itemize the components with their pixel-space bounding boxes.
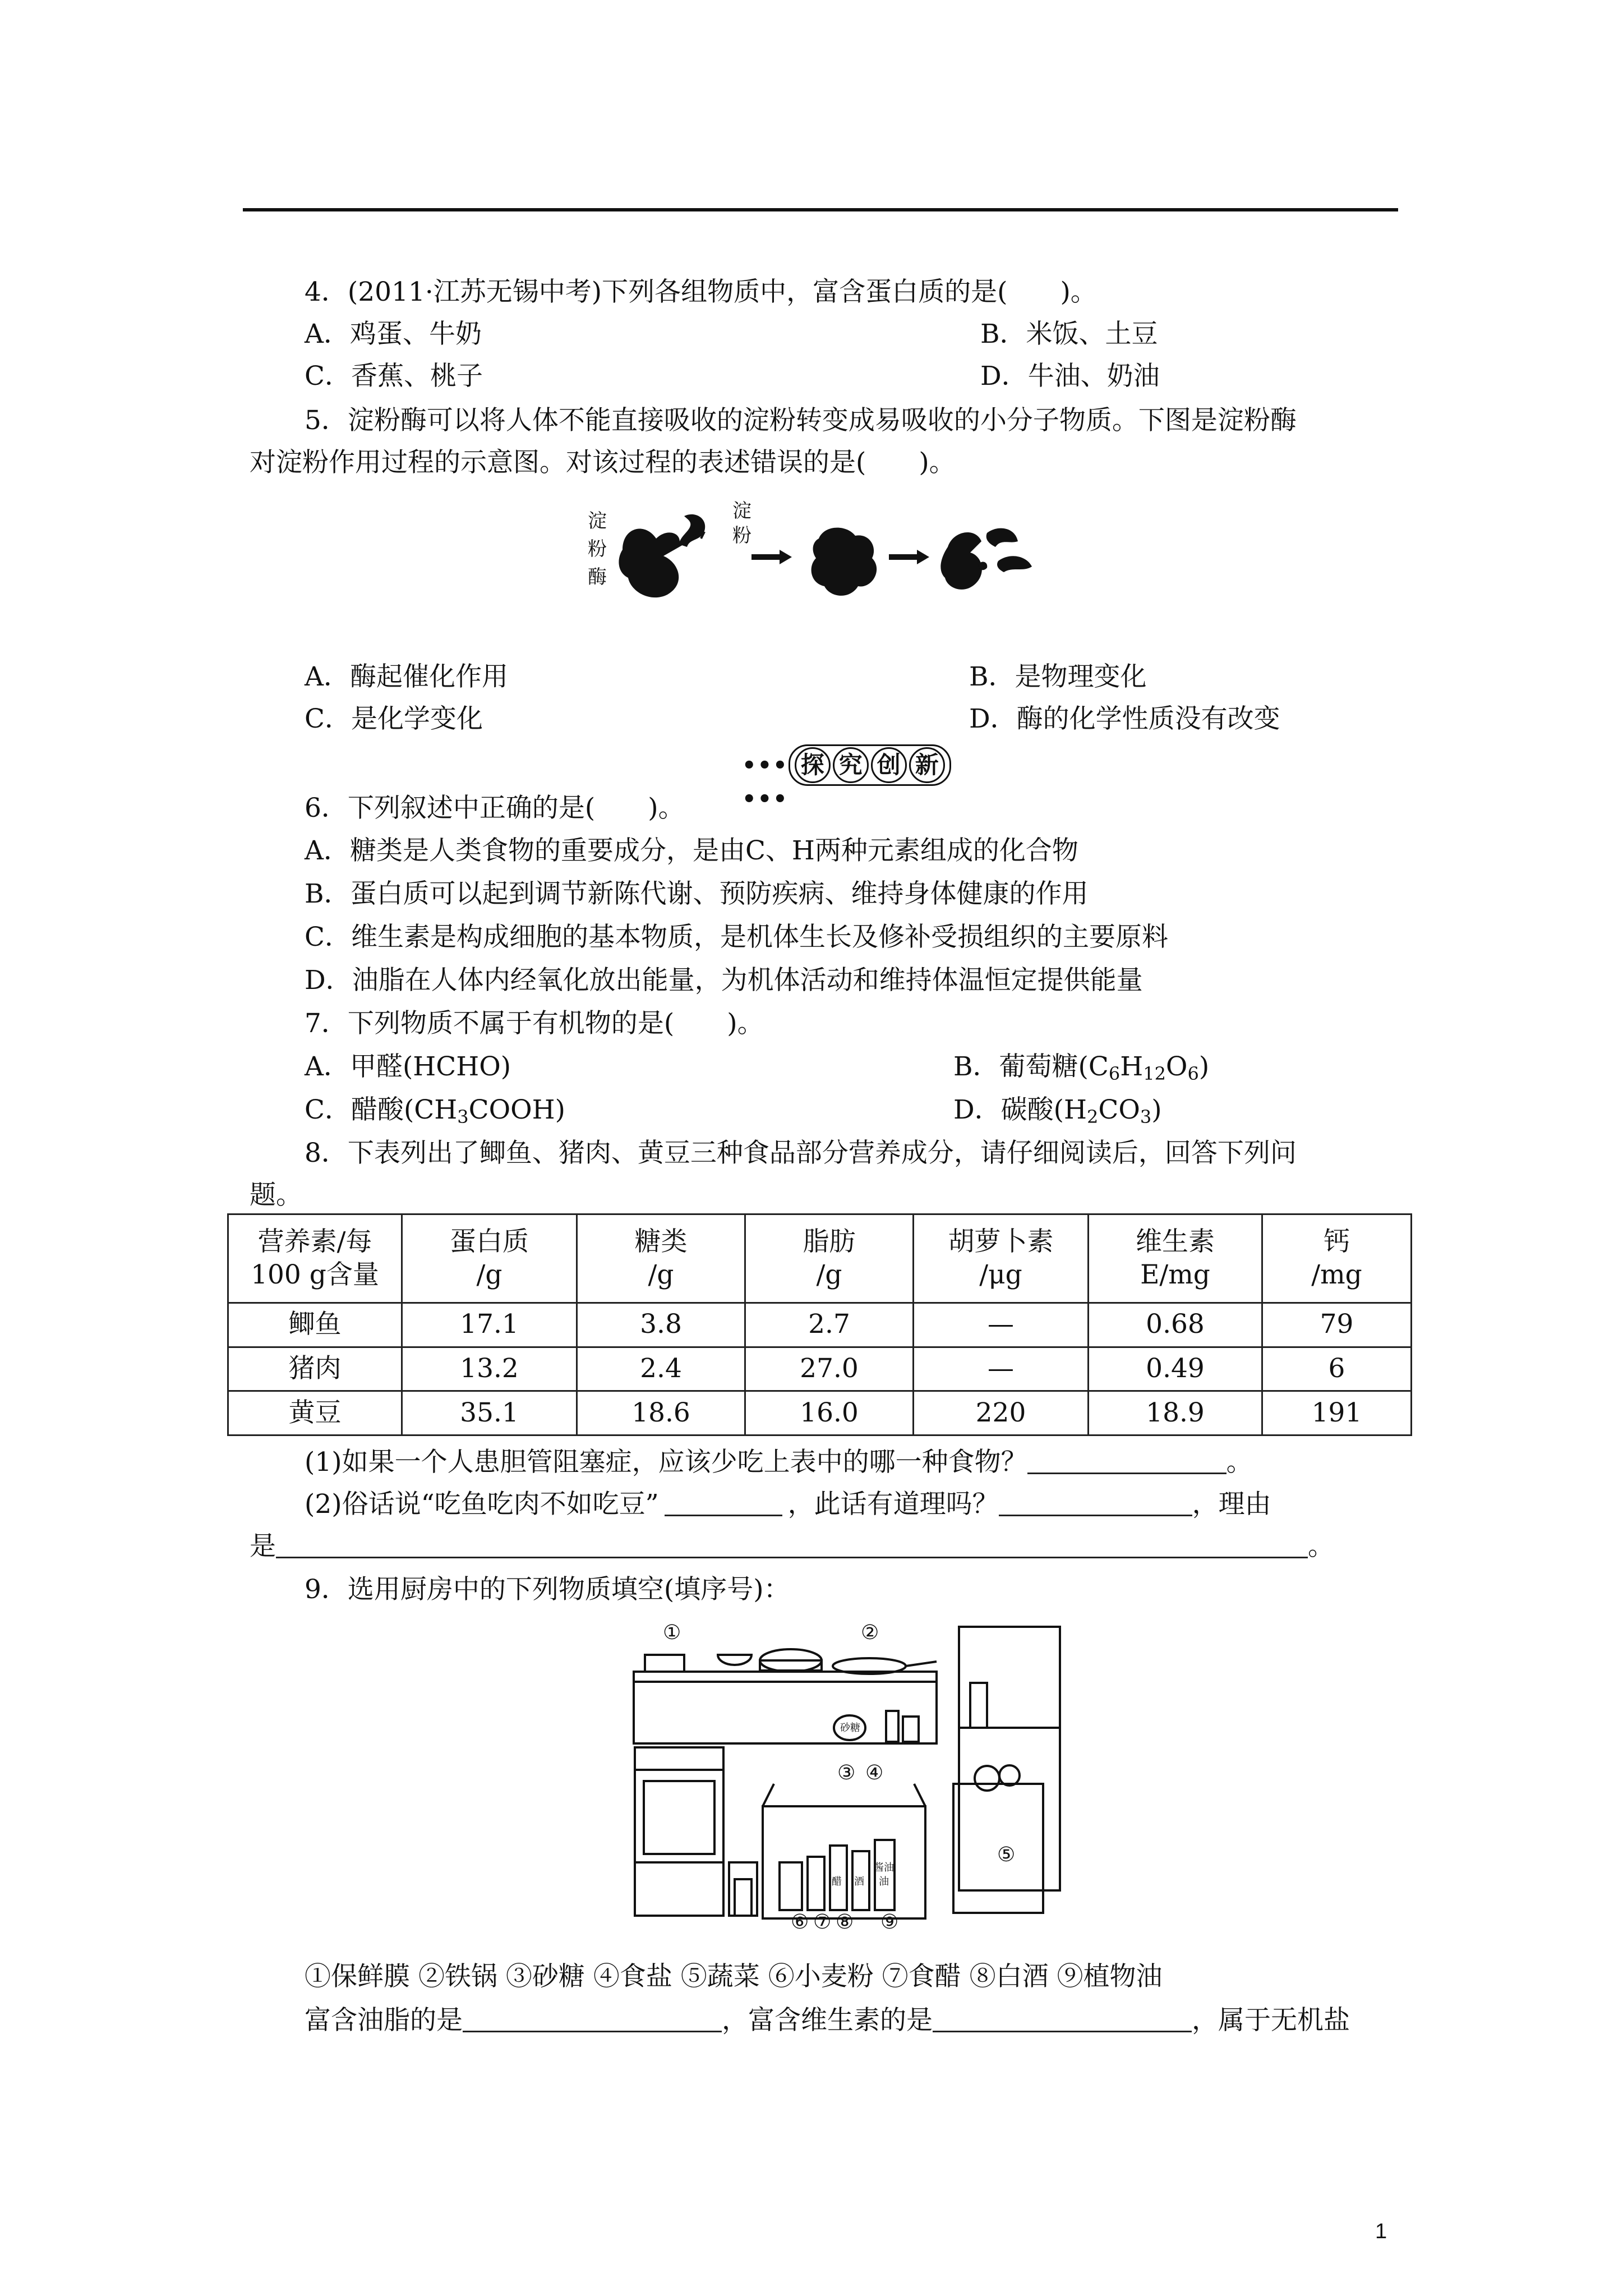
table-cell: 79 — [1262, 1303, 1412, 1347]
q4-option-a: A．鸡蛋、牛奶 — [305, 319, 482, 349]
enzyme-starch-figure — [583, 494, 1110, 617]
q4-stem: 4．(2011·江苏无锡中考)下列各组物质中，富含蛋白质的是( )。 — [305, 277, 1097, 307]
fig-sugar-label: 砂糖 — [840, 1722, 860, 1734]
table-cell: — — [914, 1303, 1089, 1347]
banner-dots-left: ••• — [742, 752, 789, 779]
fig-enzyme-label-1: 淀 — [588, 510, 607, 532]
fig-starch-label-2: 粉 — [732, 524, 751, 547]
q7-stem: 7．下列物质不属于有机物的是( )。 — [305, 1008, 764, 1039]
q7-option-d: D．碳酸$(H_2CO_3)$ — [953, 1094, 1162, 1128]
table-cell: — — [914, 1347, 1089, 1391]
q8-part1-blank[interactable] — [1027, 1451, 1227, 1474]
q8-part2-reason: 是 。 — [250, 1531, 1334, 1562]
fig-label-5: ⑤ — [997, 1843, 1016, 1866]
table-cell: 27.0 — [745, 1347, 914, 1391]
header-rule — [243, 208, 1398, 211]
fig-enzyme-label-3: 酶 — [588, 566, 607, 588]
banner-char-4: 新 — [909, 747, 945, 783]
banner-char-3: 创 — [871, 747, 907, 783]
fig-label-2: ② — [861, 1621, 879, 1644]
q4-option-b: B．米饭、土豆 — [980, 319, 1158, 349]
fig-label-1: ① — [663, 1621, 681, 1644]
table-cell: 黄豆 — [228, 1391, 402, 1435]
fig-label-7: ⑦ — [813, 1911, 832, 1930]
table-cell: 16.0 — [745, 1391, 914, 1435]
q5-option-a: A．酶起催化作用 — [305, 661, 508, 692]
q8-part2-blank-1[interactable] — [665, 1493, 782, 1516]
table-cell: 18.9 — [1089, 1391, 1262, 1435]
table-cell: 3.8 — [577, 1303, 745, 1347]
table-header-cell: 糖类 /g — [577, 1214, 745, 1303]
fig-label-3: ③ — [837, 1761, 856, 1784]
section-banner — [742, 744, 955, 812]
table-header-cell: 蛋白质 /g — [402, 1214, 577, 1303]
table-cell: 2.4 — [577, 1347, 745, 1391]
fig-oil-label: 油 — [879, 1876, 889, 1888]
q8-part2: (2)俗话说“吃鱼吃肉不如吃豆” ，此话有道理吗？ ，理由 — [305, 1489, 1271, 1520]
banner-char-1: 探 — [795, 747, 831, 783]
fig-wine-label: 酒 — [854, 1876, 864, 1888]
table-header-cell: 钙 /mg — [1262, 1214, 1412, 1303]
q6-option-b: B．蛋白质可以起到调节新陈代谢、预防疾病、维持身体健康的作用 — [305, 878, 1089, 909]
q9-blank-1[interactable] — [463, 2009, 722, 2032]
fig-label-9: ⑨ — [880, 1911, 899, 1930]
q7-option-a: A．甲醛(HCHO) — [305, 1051, 511, 1082]
q4-option-d: D．牛油、奶油 — [980, 361, 1160, 392]
table-header-cell: 维生素 E/mg — [1089, 1214, 1262, 1303]
q5-option-d: D．酶的化学性质没有改变 — [969, 703, 1280, 734]
table-cell: 220 — [914, 1391, 1089, 1435]
table-row — [228, 1347, 1412, 1391]
q8-stem-line2: 题。 — [250, 1180, 302, 1211]
fig-starch-label-1: 淀 — [732, 500, 751, 522]
q4-option-c: C．香蕉、桃子 — [305, 361, 483, 392]
q6-option-d: D．油脂在人体内经氧化放出能量，为机体活动和维持体温恒定提供能量 — [305, 965, 1143, 996]
q5-option-c: C．是化学变化 — [305, 703, 483, 734]
q6-option-a: A．糖类是人类食物的重要成分，是由C、H两种元素组成的化合物 — [305, 835, 1078, 866]
table-header-cell: 营养素/每 100 g含量 — [228, 1214, 402, 1303]
q8-part2-blank-2[interactable] — [999, 1493, 1192, 1516]
table-row — [228, 1303, 1412, 1347]
table-cell: 18.6 — [577, 1391, 745, 1435]
q9-stem: 9．选用厨房中的下列物质填空(填序号)： — [305, 1574, 790, 1605]
table-cell: 鲫鱼 — [228, 1303, 402, 1347]
fig-soy-label: 酱油 — [874, 1862, 894, 1874]
fig-label-4: ④ — [865, 1761, 884, 1784]
fig-label-8: ⑧ — [836, 1911, 854, 1930]
q7-option-c: C．醋酸$(CH_3COOH)$ — [305, 1094, 565, 1128]
q8-stem-line1: 8．下表列出了鲫鱼、猪肉、黄豆三种食品部分营养成分，请仔细阅读后，回答下列问 — [305, 1138, 1297, 1168]
banner-chips — [789, 744, 951, 786]
q6-stem: 6．下列叙述中正确的是( )。 — [305, 793, 685, 823]
q5-stem-line2: 对淀粉作用过程的示意图。对该过程的表述错误的是( )。 — [250, 447, 956, 478]
q5-stem-line1: 5．淀粉酶可以将人体不能直接吸收的淀粉转变成易吸收的小分子物质。下图是淀粉酶 — [305, 405, 1297, 436]
fig-enzyme-label-2: 粉 — [588, 538, 607, 560]
table-header-row — [228, 1214, 1412, 1303]
table-cell: 191 — [1262, 1391, 1412, 1435]
table-row — [228, 1391, 1412, 1435]
nutrition-table — [227, 1213, 1412, 1436]
table-cell: 0.68 — [1089, 1303, 1262, 1347]
fig-label-6: ⑥ — [791, 1911, 809, 1930]
table-header-cell: 胡萝卜素 /μg — [914, 1214, 1089, 1303]
table-header-cell: 脂肪 /g — [745, 1214, 914, 1303]
q7-option-b: B．葡萄糖$(C_6H_{12}O_6)$ — [953, 1051, 1210, 1084]
kitchen-figure — [623, 1616, 1071, 1930]
q9-fill: 富含油脂的是 ，富含维生素的是 ，属于无机盐 — [305, 2005, 1350, 2036]
page-number: 1 — [1375, 2220, 1387, 2243]
q9-items: ①保鲜膜 ②铁锅 ③砂糖 ④食盐 ⑤蔬菜 ⑥小麦粉 ⑦食醋 ⑧白酒 ⑨植物油 — [305, 1961, 1163, 1992]
q9-blank-2[interactable] — [933, 2009, 1192, 2032]
table-cell: 35.1 — [402, 1391, 577, 1435]
table-cell: 猪肉 — [228, 1347, 402, 1391]
table-cell: 17.1 — [402, 1303, 577, 1347]
q8-part2-blank-3[interactable] — [276, 1535, 1308, 1558]
table-cell: 0.49 — [1089, 1347, 1262, 1391]
q5-option-b: B．是物理变化 — [969, 661, 1147, 692]
banner-char-2: 究 — [833, 747, 869, 783]
fig-vinegar-label: 醋 — [832, 1876, 842, 1888]
banner-dots-right: ••• — [742, 786, 789, 812]
table-cell: 13.2 — [402, 1347, 577, 1391]
q8-part1: (1)如果一个人患胆管阻塞症，应该少吃上表中的哪一种食物？ 。 — [305, 1447, 1253, 1478]
q6-option-c: C．维生素是构成细胞的基本物质，是机体生长及修补受损组织的主要原料 — [305, 922, 1168, 953]
table-cell: 6 — [1262, 1347, 1412, 1391]
table-cell: 2.7 — [745, 1303, 914, 1347]
